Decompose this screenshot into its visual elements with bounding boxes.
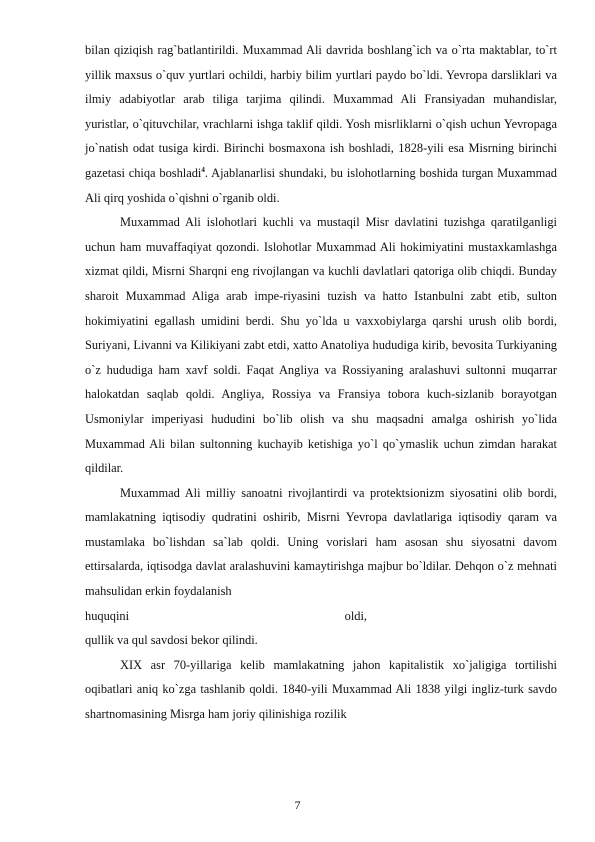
gap-line-left: huquqini [85,608,130,623]
page-number: 7 [294,798,301,812]
paragraph-3-end: qullik va qul savdosi bekor qilindi. [85,633,258,648]
gap-line-right: oldi, [344,608,367,623]
paragraph-3-gap-line [85,604,557,629]
paragraph-4: XIX asr 70-yillariga kelib mamlakatning jahon kapitalistik xo`jaligiga tortilishi oqibatlari aniq ko`zga tashlanib qoldi. 1840-yili Muxammad Ali 1838 yilgi ingliz-turk savdo shartnomasining Misrga ham joriy qilinishiga rozilik [85,657,557,722]
paragraph-3-text: Muxammad Ali milliy sanoatni rivojlantirdi va protektsionizm siyosatini olib bordi, mamlakatning iqtisodiy qudratini oshirib, Misrni Yevropa davlatlariga iqtisodiy qaram va mustamlaka bo`lishdan sa`lab qoldi. Uning vorislari ham asosan shu siyosatni davom ettirsalarda, iqtisodga davlat aralashuvini kamaytirishga majbur bo`ldilar. Dehqon o`z mehnati mahsulidan erkin foydalanish [85,485,557,599]
paragraph-1-text: bilan qiziqish rag`batlantirildi. Muxammad Ali davrida boshlang`ich va o`rta maktablar, to`rt yillik maxsus o`quv yurtlari ochildi, harbiy bilim yurtlari paydo bo`ldi. Yevropa darsliklari va ilmiy adabiyotlar arab tiliga tarjima qilindi. Muxammad Ali Fransiyadan muhandislar, yuristlar, o`qituvchilar, vrachlarni ishga taklif qildi. Yosh misrliklarni o`qish uchun Yevropaga jo`natish odat tusiga kirdi. Birinchi bosmaxona ish boshladi, 1828-yili esa Misrning birinchi gazetasi chiqa boshladi [85,43,557,180]
paragraph-1-end: . Ajablanarlisi shundaki, bu islohotlarning boshida turgan Muxammad Ali qirq yoshida o`qishni o`rganib oldi. [85,165,557,205]
paragraph-1 [85,38,557,210]
document-page [85,38,557,727]
paragraph-3 [85,481,557,604]
footnote-marker[interactable]: 4 [201,165,205,174]
paragraph-2: Muxammad Ali islohotlari kuchli va mustaqil Misr davlatini tuzishga qaratilganligi uchun ham muvaffaqiyat qozondi. Islohotlar Muxammad Ali hokimiyatini mustaxkamlashga xizmat qildi, Misrni Sharqni eng rivojlangan va kuchli davlatlari qatoriga olib chiqdi. Bunday sharoit Muxammad Aliga arab impe-riyasini tuzish va hatto Istanbulni zabt etib, sulton hokimiyatini egallash umidini berdi. Shu yo`lda u vaxxobiylarga qarshi urush olib bordi, Suriyani, Livanni va Kilikiyani zabt etdi, xatto Anatoliya hududiga kirib, bevosita Turkiyaning o`z hududiga ham xavf soldi. Faqat Angliya va Rossiyaning aralashuvi sultonni muqarrar halokatdan saqlab qoldi. Angliya, Rossiya va Fransiya tobora kuch-sizlanib borayotgan Usmoniylar imperiyasi hududini bo`lib olish va shu maqsadni amalga oshirish yo`lida Muxammad Ali bilan sultonning kuchayib ketishiga yo`l qo`ymaslik uchun zimdan harakat qildilar. [85,215,557,476]
